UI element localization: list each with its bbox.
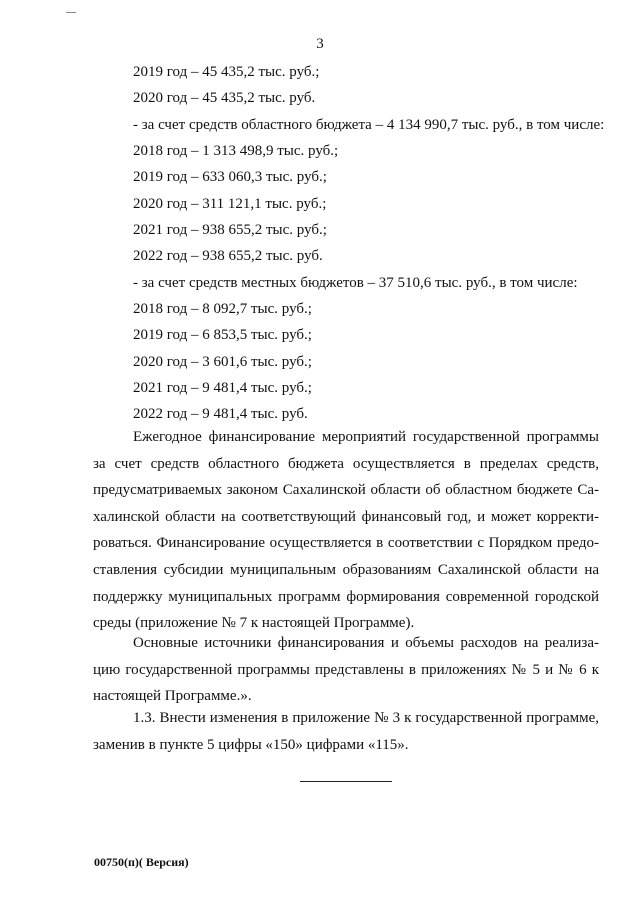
budget-line: 2018 год – 8 092,7 тыс. руб.; [133,301,312,317]
budget-line: 2018 год – 1 313 498,9 тыс. руб.; [133,143,339,159]
paragraph-line: среды (приложение № 7 к настоящей Программе). [93,615,415,632]
budget-line: 2022 год – 9 481,4 тыс. руб. [133,406,308,422]
paragraph-line: халинской области на соответствующий финансовый год, и может корректи- [93,508,599,525]
paragraph-line: роваться. Финансирование осуществляется в соответствии с Порядком предо- [93,535,599,552]
paragraph-line: за счет средств областного бюджета осуществляется в пределах средств, [93,455,599,472]
document-footer: 00750(п)( Версия) [94,855,189,869]
paragraph-line: Основные источники финансирования и объемы расходов на реализа- [133,635,599,651]
paragraph-line: заменив в пункте 5 цифры «150» цифрами «115». [93,736,409,753]
budget-line: 2022 год – 938 655,2 тыс. руб. [133,248,323,264]
budget-line: - за счет средств местных бюджетов – 37 510,6 тыс. руб., в том числе: [133,275,578,291]
financing-paragraph [93,424,599,637]
paragraph-line: Ежегодное финансирование мероприятий государственной программы [133,429,599,445]
amendment-paragraph [93,705,599,758]
paragraph-line: поддержку муниципальных программ формирования современной городской [93,588,599,605]
end-rule [300,781,392,782]
paragraph-line: предусматриваемых законом Сахалинской области об областном бюджете Са- [93,482,599,499]
paragraph-line: цию государственной программы представлены в приложениях № 5 и № 6 к [93,661,599,678]
budget-line: 2020 год – 311 121,1 тыс. руб.; [133,196,327,212]
scan-mark [66,12,76,21]
page-number: 3 [316,36,324,52]
budget-line: 2019 год – 633 060,3 тыс. руб.; [133,169,327,185]
budget-line: 2021 год – 938 655,2 тыс. руб.; [133,222,327,238]
sources-paragraph [93,630,599,710]
paragraph-line: ставления субсидии муниципальным образованиям Сахалинской области на [93,561,599,578]
budget-line: 2020 год – 45 435,2 тыс. руб. [133,90,316,106]
budget-line: 2021 год – 9 481,4 тыс. руб.; [133,380,312,396]
paragraph-line: настоящей Программе.». [93,688,252,705]
budget-line: 2019 год – 6 853,5 тыс. руб.; [133,327,312,343]
budget-line: 2020 год – 3 601,6 тыс. руб.; [133,354,312,370]
paragraph-line: 1.3. Внести изменения в приложение № 3 к государственной программе, [133,710,599,726]
budget-line: - за счет средств областного бюджета – 4 134 990,7 тыс. руб., в том числе: [133,117,605,133]
budget-line: 2019 год – 45 435,2 тыс. руб.; [133,64,320,80]
